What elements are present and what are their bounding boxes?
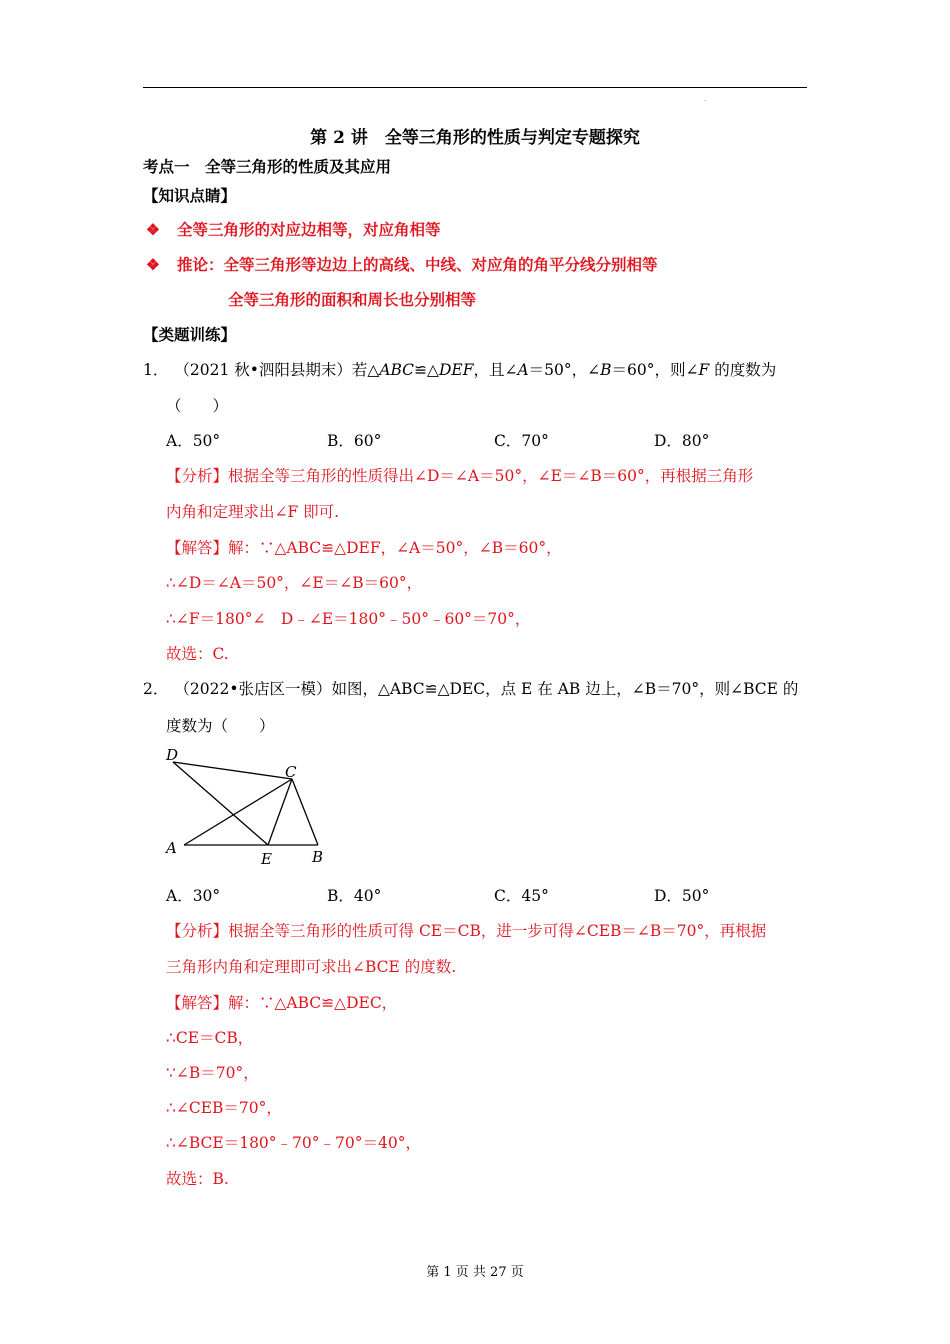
training-label: 【类题训练】 (143, 325, 237, 344)
q1-solution-line-2: ∴∠D＝∠A＝50°，∠E＝∠B＝60°， (166, 574, 423, 592)
header-mark: . (704, 96, 706, 103)
question-number: 1． (143, 361, 169, 379)
page-title: 第 2 讲 全等三角形的性质与判定专题探究 (310, 128, 640, 148)
segment-ec (268, 779, 292, 845)
q2-option-c: C．45° (494, 887, 549, 905)
label-b: B (312, 848, 324, 866)
q1-analysis-line-1: 【分析】根据全等三角形的性质得出∠D＝∠A＝50°，∠E＝∠B＝60°，再根据三角形 (166, 467, 754, 485)
knowledge-label: 【知识点睛】 (143, 186, 237, 205)
solution-label: 【解答】 (166, 539, 229, 557)
q2-solution-line-3: ∵∠B＝70°， (166, 1064, 259, 1082)
q1-option-d: D．80° (654, 432, 710, 450)
label-d: D (166, 746, 179, 764)
q2-analysis-line-2: 三角形内角和定理即可求出∠BCE 的度数. (166, 958, 457, 976)
bullet-2-text: 推论：全等三角形等边边上的高线、中线、对应角的角平分线分别相等 (177, 255, 658, 274)
segment-ac (184, 779, 292, 845)
analysis-label: 【分析】 (166, 922, 229, 940)
analysis-label: 【分析】 (166, 467, 229, 485)
label-a: A (166, 839, 177, 857)
triangle-figure (160, 744, 340, 868)
q1-solution-line-3: ∴∠F＝180°∠ D﹣∠E＝180°﹣50°﹣60°＝70°， (166, 610, 531, 628)
q2-option-a: A．30° (166, 887, 221, 905)
page-footer: 第 1 页 共 27 页 (426, 1265, 524, 1280)
q2-option-d: D．50° (654, 887, 710, 905)
q2-option-b: B．40° (327, 887, 382, 905)
q1-analysis-line-2: 内角和定理求出∠F 即可. (166, 503, 340, 521)
q2-analysis-line-1: 【分析】根据全等三角形的性质可得 CE＝CB，进一步可得∠CEB＝∠B＝70°，再根据 (166, 922, 767, 940)
header-rule (143, 87, 807, 88)
bullet-1-text: 全等三角形的对应边相等，对应角相等 (177, 220, 441, 239)
question-1-stem: 1． （2021 秋•泗阳县期末）若△ABC≌△DEF，且∠A＝50°，∠B＝60°，则∠F 的度数为 (143, 361, 777, 379)
q2-solution-line-4: ∴∠CEB＝70°， (166, 1099, 282, 1117)
q1-solution-line-1: 【解答】解：∵△ABC≌△DEF，∠A＝50°，∠B＝60°， (166, 539, 562, 557)
label-e: E (261, 850, 272, 868)
bullet-icon: ❖ (146, 255, 160, 274)
question-2-stem-2: 度数为（ ） (166, 717, 275, 735)
q2-solution-line-5: ∴∠BCE＝180°﹣70°﹣70°＝40°， (166, 1134, 421, 1152)
section-heading: 考点一 全等三角形的性质及其应用 (143, 157, 392, 176)
q2-solution-line-2: ∴CE＝CB， (166, 1029, 254, 1047)
q2-solution-line-6: 故选：B. (166, 1170, 229, 1188)
label-c: C (285, 763, 297, 781)
segment-cb (292, 779, 318, 845)
bullet-icon: ❖ (146, 220, 160, 239)
solution-label: 【解答】 (166, 994, 229, 1012)
question-1-paren: （ ） (166, 397, 229, 415)
q1-option-c: C．70° (494, 432, 549, 450)
q1-solution-line-4: 故选：C. (166, 645, 229, 663)
segment-dc (173, 762, 292, 779)
bullet-2-continued: 全等三角形的面积和周长也分别相等 (228, 290, 477, 309)
question-number: 2． (143, 680, 169, 698)
segment-de (173, 762, 268, 845)
q2-solution-line-1: 【解答】解：∵△ABC≌△DEC， (166, 994, 398, 1012)
q1-option-a: A．50° (166, 432, 221, 450)
question-2-stem: 2． （2022•张店区一模）如图，△ABC≌△DEC，点 E 在 AB 边上，∠B＝70°，则∠BCE 的 (143, 680, 799, 698)
q1-option-b: B．60° (327, 432, 382, 450)
